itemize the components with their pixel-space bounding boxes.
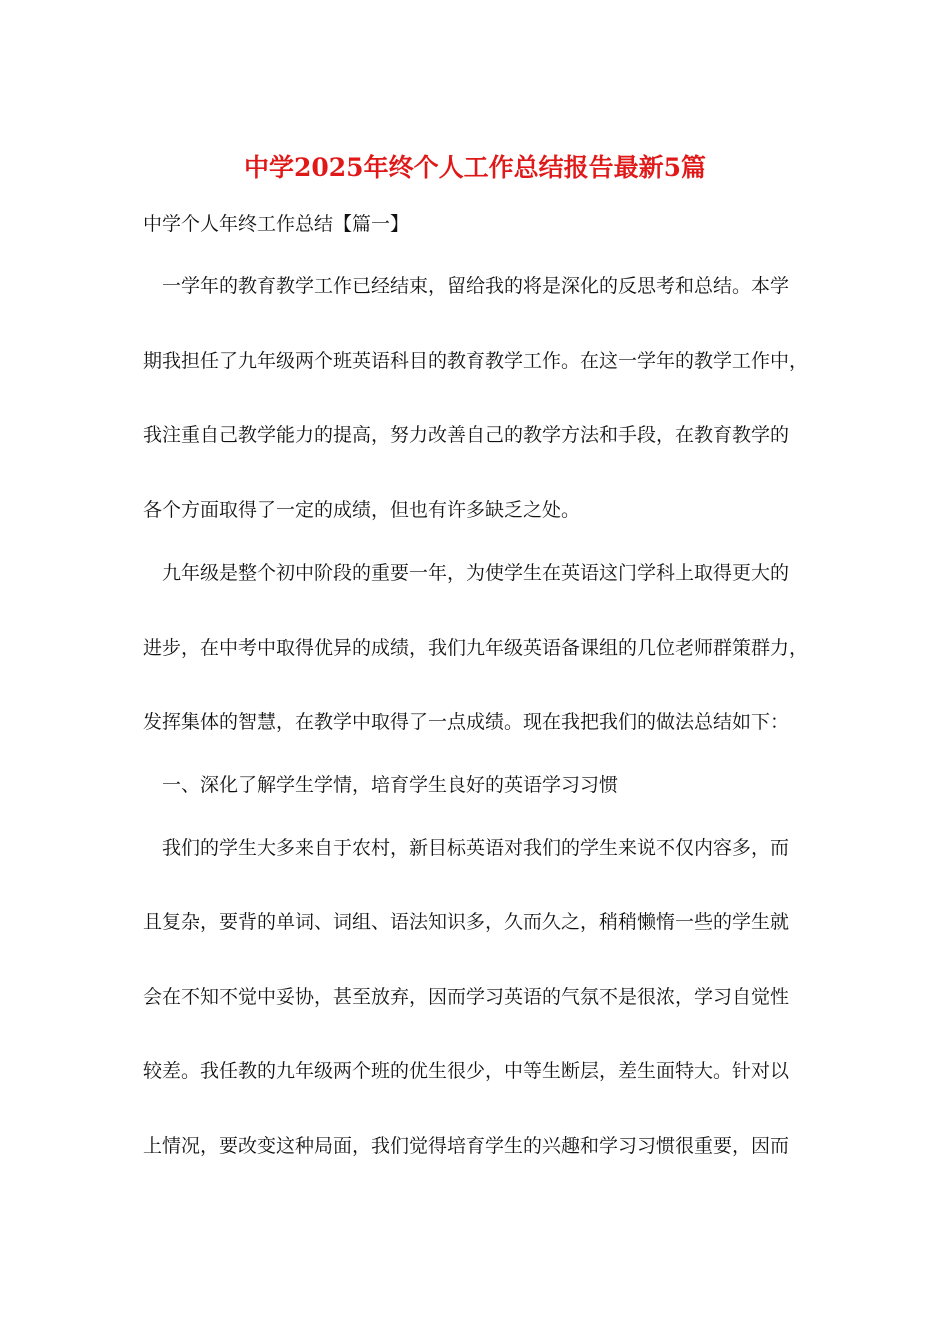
paragraph-line: 我们的学生大多来自于农村，新目标英语对我们的学生来说不仅内容多，而 xyxy=(162,837,790,859)
paragraph-line: 期我担任了九年级两个班英语科目的教育教学工作。在这一学年的教学工作中， xyxy=(143,350,809,372)
paragraph-line: 较差。我任教的九年级两个班的优生很少，中等生断层，差生面特大。针对以 xyxy=(143,1060,790,1082)
section-heading: 中学个人年终工作总结【篇一】 xyxy=(143,213,410,235)
paragraph-line: 发挥集体的智慧，在教学中取得了一点成绩。现在我把我们的做法总结如下： xyxy=(143,711,790,733)
paragraph-line: 且复杂，要背的单词、词组、语法知识多，久而久之，稍稍懒惰一些的学生就 xyxy=(143,911,790,933)
paragraph-line: 我注重自己教学能力的提高，努力改善自己的教学方法和手段，在教育教学的 xyxy=(143,424,790,446)
paragraph-line: 上情况，要改变这种局面，我们觉得培育学生的兴趣和学习习惯很重要，因而 xyxy=(143,1135,790,1157)
subsection-heading: 一、深化了解学生学情，培育学生良好的英语学习习惯 xyxy=(162,774,619,796)
document-title: 中学2025年终个人工作总结报告最新5篇 xyxy=(244,153,706,182)
paragraph-line: 各个方面取得了一定的成绩，但也有许多缺乏之处。 xyxy=(143,499,581,521)
paragraph-line: 会在不知不觉中妥协，甚至放弃，因而学习英语的气氛不是很浓，学习自觉性 xyxy=(143,986,790,1008)
paragraph-line: 一学年的教育教学工作已经结束，留给我的将是深化的反思考和总结。本学 xyxy=(162,275,790,297)
paragraph-line: 九年级是整个初中阶段的重要一年，为使学生在英语这门学科上取得更大的 xyxy=(162,562,790,584)
paragraph-line: 进步，在中考中取得优异的成绩，我们九年级英语备课组的几位老师群策群力， xyxy=(143,637,809,659)
